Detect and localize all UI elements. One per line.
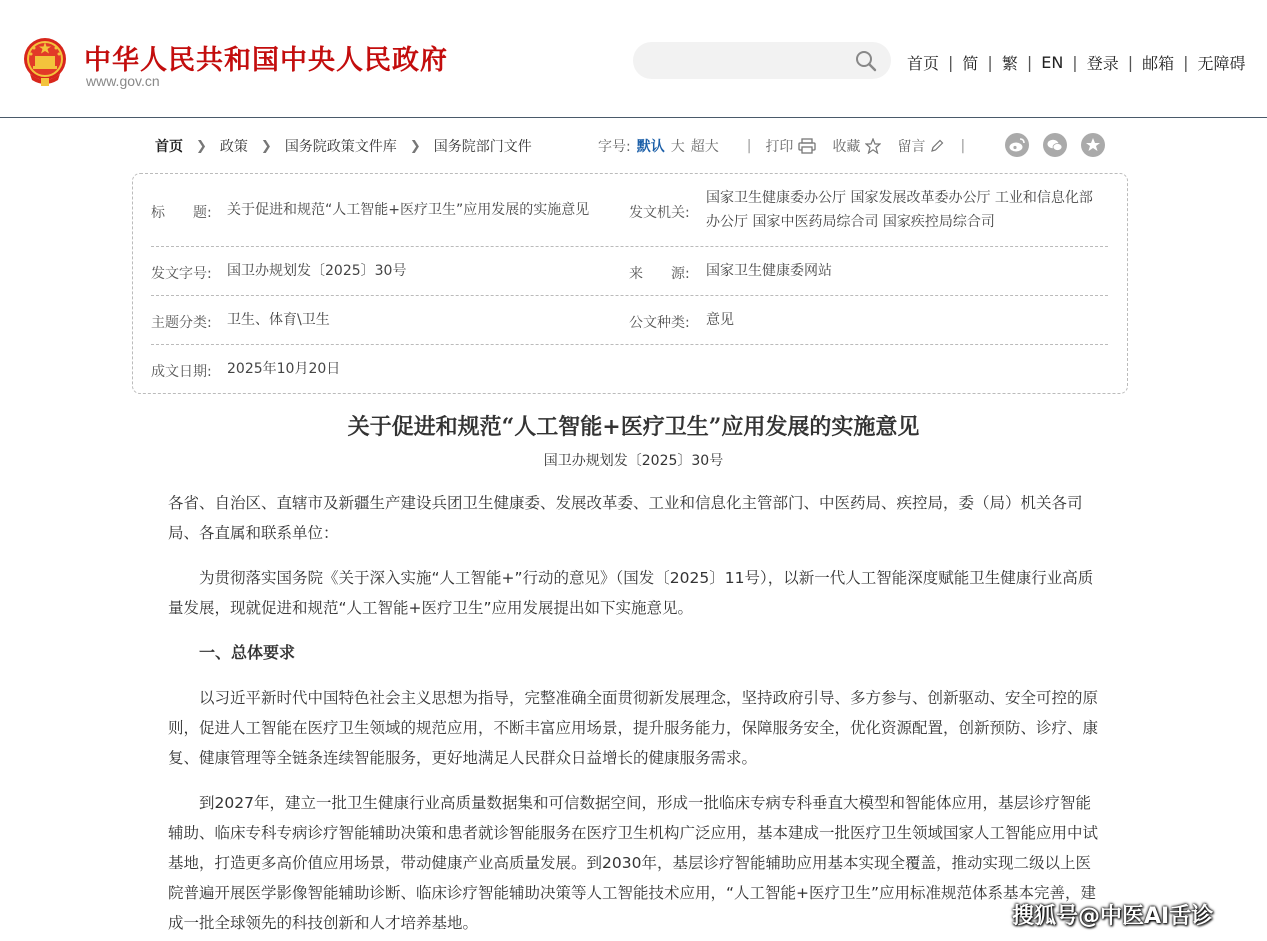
nav-separator: |	[1183, 53, 1189, 72]
national-emblem-logo[interactable]	[22, 36, 68, 88]
doc-number-value: 国卫办规划发〔2025〕30号	[227, 263, 407, 279]
title-label: 标 题:	[151, 205, 212, 221]
favorite-label: 收藏	[832, 139, 861, 155]
print-label: 打印	[765, 139, 794, 155]
breadcrumb-home[interactable]: 首页	[155, 139, 183, 155]
search-icon[interactable]	[855, 50, 877, 72]
site-title[interactable]: 中华人民共和国中央人民政府	[84, 45, 448, 76]
search-input[interactable]	[633, 42, 891, 79]
article-title: 关于促进和规范“人工智能+医疗卫生”应用发展的实施意见	[347, 414, 920, 440]
nav-home[interactable]: 首页	[907, 54, 940, 73]
nav-separator: |	[1026, 53, 1033, 72]
intro-paragraph: 为贯彻落实国务院《关于深入实施“人工智能+”行动的意见》（国发〔2025〕11号），以新一代人工智能深度赋能卫生健康行业高质量发展，现就促进和规范“人工智能+医疗卫生”应用发展提出如下实施意见。	[168, 569, 1094, 617]
header-divider	[0, 117, 1267, 118]
print-button[interactable]	[765, 136, 816, 156]
top-nav	[907, 51, 1246, 74]
source-value: 国家卫生健康委网站	[706, 263, 832, 279]
nav-separator: |	[948, 53, 954, 72]
site-url[interactable]: www.gov.cn	[86, 73, 160, 89]
category-value: 卫生、体育\卫生	[227, 312, 330, 328]
category-label: 主题分类:	[151, 315, 212, 331]
site-header	[0, 0, 1267, 117]
nav-separator: |	[1072, 53, 1078, 72]
chevron-right-icon: ❯	[409, 138, 421, 154]
nav-login[interactable]: 登录	[1086, 54, 1119, 73]
breadcrumb-policy[interactable]: 政策	[219, 139, 248, 155]
title-value: 关于促进和规范“人工智能+医疗卫生”应用发展的实施意见	[227, 202, 590, 218]
date-value: 2025年10月20日	[227, 361, 341, 377]
issuer-label: 发文机关:	[629, 205, 690, 221]
breadcrumb-policy-library[interactable]: 国务院政策文件库	[284, 139, 397, 155]
article-tools	[598, 136, 965, 156]
nav-separator: |	[987, 53, 993, 72]
favorite-star-icon[interactable]	[1081, 133, 1105, 157]
nav-separator: |	[1127, 53, 1134, 72]
font-size-label: 字号:	[598, 139, 631, 155]
recipients-paragraph: 各省、自治区、直辖市及新疆生产建设兵团卫生健康委、发展改革委、工业和信息化主管部门、中医药局、疾控局，委（局）机关各司局、各直属和联系单位：	[168, 494, 1083, 542]
comment-label: 留言	[897, 139, 926, 155]
favorite-button[interactable]	[832, 136, 881, 156]
doc-number-label: 发文字号:	[151, 266, 212, 282]
font-size-default[interactable]: 默认	[636, 139, 665, 155]
breadcrumb	[155, 136, 532, 156]
watermark: 搜狐号@中医AI舌诊	[1012, 904, 1214, 929]
article-doc-number: 国卫办规划发〔2025〕30号	[543, 453, 724, 469]
body-paragraph: 到2027年，建立一批卫生健康行业高质量数据集和可信数据空间，形成一批临床专病专科垂直大模型和智能体应用，基层诊疗智能辅助、临床专科专病诊疗智能辅助决策和患者就诊智能服务在医疗卫生机构广泛应用，基本建成一批医疗卫生领域国家人工智能应用中试基地，打造更多高价值应用场景，带动健康产业高质量发展。到2030年，基层诊疗智能辅助应用基本实现全覆盖，推动实现二级以上医院普遍开展医学影像智能辅助诊断、临床诊疗智能辅助决策等人工智能技术应用，“人工智能+医疗卫生”应用标准规范体系基本完善，建成一批全球领先的科技创新和人才培养基地。	[168, 794, 1099, 932]
font-size-large[interactable]: 大	[670, 139, 685, 155]
source-label: 来 源:	[629, 266, 690, 282]
nav-english[interactable]: EN	[1041, 53, 1064, 72]
doc-type-label: 公文种类:	[629, 315, 690, 331]
wechat-icon[interactable]	[1043, 133, 1067, 157]
nav-mail[interactable]: 邮箱	[1142, 54, 1175, 73]
date-label: 成文日期:	[151, 364, 212, 380]
nav-simplified[interactable]: 简	[962, 54, 979, 73]
pencil-icon	[930, 139, 944, 153]
printer-icon	[798, 138, 816, 154]
tools-divider: |	[960, 138, 966, 154]
section-heading: 一、总体要求	[199, 643, 296, 662]
chevron-right-icon: ❯	[260, 138, 272, 154]
nav-accessibility[interactable]: 无障碍	[1197, 54, 1246, 73]
tools-divider: |	[746, 138, 752, 154]
star-icon	[865, 138, 881, 154]
nav-traditional[interactable]: 繁	[1001, 54, 1018, 73]
doc-type-value: 意见	[706, 312, 734, 328]
body-paragraph: 以习近平新时代中国特色社会主义思想为指导，完整准确全面贯彻新发展理念，坚持政府引导、多方参与、创新驱动、安全可控的原则，促进人工智能在医疗卫生领域的规范应用，不断丰富应用场景，提升服务能力，保障服务安全，优化资源配置，创新预防、诊疗、康复、健康管理等全链条连续智能服务，更好地满足人民群众日益增长的健康服务需求。	[168, 689, 1099, 767]
font-size-xlarge[interactable]: 超大	[690, 139, 719, 155]
weibo-icon[interactable]	[1005, 133, 1029, 157]
chevron-right-icon: ❯	[196, 138, 207, 154]
comment-button[interactable]	[897, 136, 944, 156]
breadcrumb-department-docs[interactable]: 国务院部门文件	[433, 139, 532, 155]
issuer-value: 国家卫生健康委办公厅 国家发展改革委办公厅 工业和信息化部办公厅 国家中医药局综合司 国家疾控局综合司	[706, 190, 1093, 230]
